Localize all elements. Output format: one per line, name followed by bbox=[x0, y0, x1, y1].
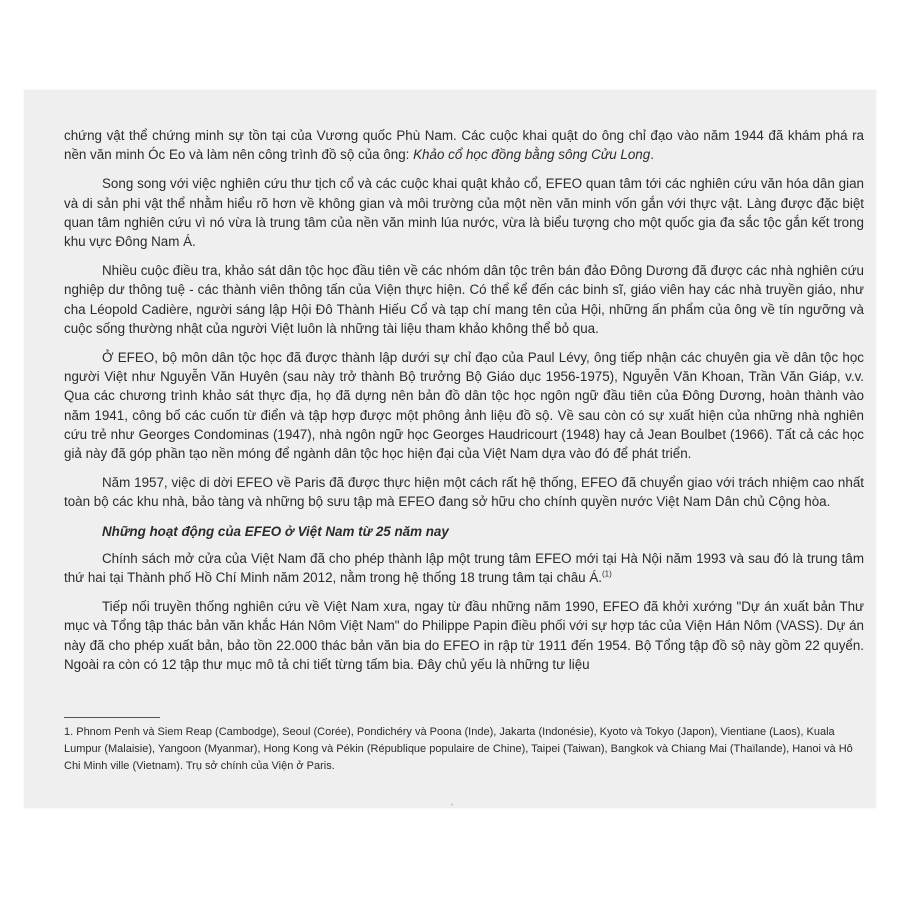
body-text bbox=[64, 126, 864, 672]
paragraph-1-text: chứng vật thể chứng minh sự tồn tại của Vương quốc Phù Nam. Các cuộc khai quật do ông chỉ đạo vào năm 1944 đã khám phá ra nền văn minh Óc Eo và làm nên công trình đồ sộ của ông: bbox=[64, 128, 864, 163]
book-page bbox=[24, 90, 876, 812]
paragraph-5: Năm 1957, việc di dời EFEO về Paris đã được thực hiện một cách rất hệ thống, EFEO đã chuyển giao với trách nhiệm cao nhất toàn bộ các khu nhà, bảo tàng và những bộ sưu tập mà EFEO đang sở hữu cho chính quyền nước Việt Nam Dân chủ Cộng hòa. bbox=[64, 475, 864, 510]
paragraph-4: Ở EFEO, bộ môn dân tộc học đã được thành lập dưới sự chỉ đạo của Paul Lévy, ông tiếp nhận các chuyên gia về dân tộc học người Việt như Nguyễn Văn Huyên (sau này trở thành Bộ trưởng Bộ Giáo dục 1956-1975), Nguyễn Văn Khoan, Trần Văn Giáp, v.v. Qua các chương trình khảo sát thực địa, họ đã dựng nên bản đồ dân tộc học ngôn ngữ đầu tiên của Đông Dương, hoàn thành vào năm 1941, công bố các cuốn từ điển và tập hợp được một phông ảnh liệu đồ sộ. Về sau còn có sự xuất hiện của những nhà nghiên cứu trẻ như Georges Condominas (1947), nhà ngôn ngữ học Georges Haudricourt (1948) hay cả Jean Boulbet (1966). Tất cả các học giả này đã góp phần tạo nền móng để ngành dân tộc học hiện đại của Việt Nam dựa vào đó để phát triển. bbox=[64, 350, 864, 462]
footnote-text: 1. Phnom Penh và Siem Reap (Cambodge), Seoul (Corée), Pondichéry và Poona (Inde), Jakarta (Indonésie), Kyoto và Tokyo (Japon), Vientiane (Laos), Kuala Lumpur (Malaisie), Yangoon (Myanmar), Hong Kong và Pékin (République populaire de Chine), Taipei (Taiwan), Bangkok và Chiang Mai (Thaïlande), Hanoi và Hô Chi Minh ville (Vietnam). Trụ sở chính của Viện ở Paris. bbox=[64, 726, 853, 772]
footnote-divider bbox=[64, 717, 160, 718]
paragraph-2: Song song với việc nghiên cứu thư tịch cổ và các cuộc khai quật khảo cổ, EFEO quan tâm tới các nghiên cứu văn hóa dân gian và di sản phi vật thể nhằm hiểu rõ hơn về không gian và môi trường của một nền văn minh vốn gắn với thực vật. Làng được đặc biệt quan tâm nghiên cứu vì nó vừa là trung tâm của nền văn minh lúa nước, vừa là biểu tượng cho một quốc gia đa sắc tộc gắn kết trong khu vực Đông Nam Á. bbox=[64, 176, 864, 250]
paragraph-3: Nhiều cuộc điều tra, khảo sát dân tộc học đầu tiên về các nhóm dân tộc trên bán đảo Đông Dương đã được các nhà nghiên cứu nghiệp dư thông tuệ - các thành viên thông tấn của Viện thực hiện. Có thể kể đến các binh sĩ, giáo viên hay các nhà truyền giáo, như cha Léopold Cadière, người sáng lập Hội Đô Thành Hiếu Cổ và tạp chí mang tên của Hội, những ấn phẩm của ông về tín ngưỡng và cuộc sống thường nhật của người Việt luôn là những tài liệu tham khảo không thể bỏ qua. bbox=[64, 263, 864, 336]
footnote-reference: (1) bbox=[601, 569, 612, 579]
book-title-khao-co-hoc: Khảo cổ học đồng bằng sông Cửu Long bbox=[413, 147, 651, 163]
page-mark: ʻ bbox=[451, 802, 453, 812]
section-heading: Những hoạt động của EFEO ở Việt Nam từ 25 năm nay bbox=[102, 523, 449, 539]
paragraph-1 bbox=[64, 126, 864, 164]
paragraph-6-text: Chính sách mở cửa của Việt Nam đã cho phép thành lập một trung tâm EFEO mới tại Hà Nội năm 1993 và sau đó là trung tâm thứ hai tại Thành phố Hồ Chí Minh năm 2012, nằm trong hệ thống 18 trung tâm tại châu Á. bbox=[64, 550, 864, 586]
paragraph-6 bbox=[64, 549, 864, 587]
paragraph-7: Tiếp nối truyền thống nghiên cứu về Việt Nam xưa, ngay từ đầu những năm 1990, EFEO đã khởi xướng "Dự án xuất bản Thư mục và Tổng tập thác bản văn khắc Hán Nôm Việt Nam" do Philippe Papin điều phối với sự hợp tác của Viện Hán Nôm (VASS). Dự án này đã cho phép xuất bản, bảo tồn 22.000 thác bản văn bia do EFEO in rập từ 1911 đến 1954. Bộ Tổng tập đồ sộ này gồm 22 quyển. Ngoài ra còn có 12 tập thư mục mô tả chi tiết từng tấm bia. Đây chủ yếu là những tư liệu bbox=[64, 599, 864, 672]
footnote bbox=[64, 724, 854, 775]
paragraph-1-end: . bbox=[650, 147, 654, 163]
